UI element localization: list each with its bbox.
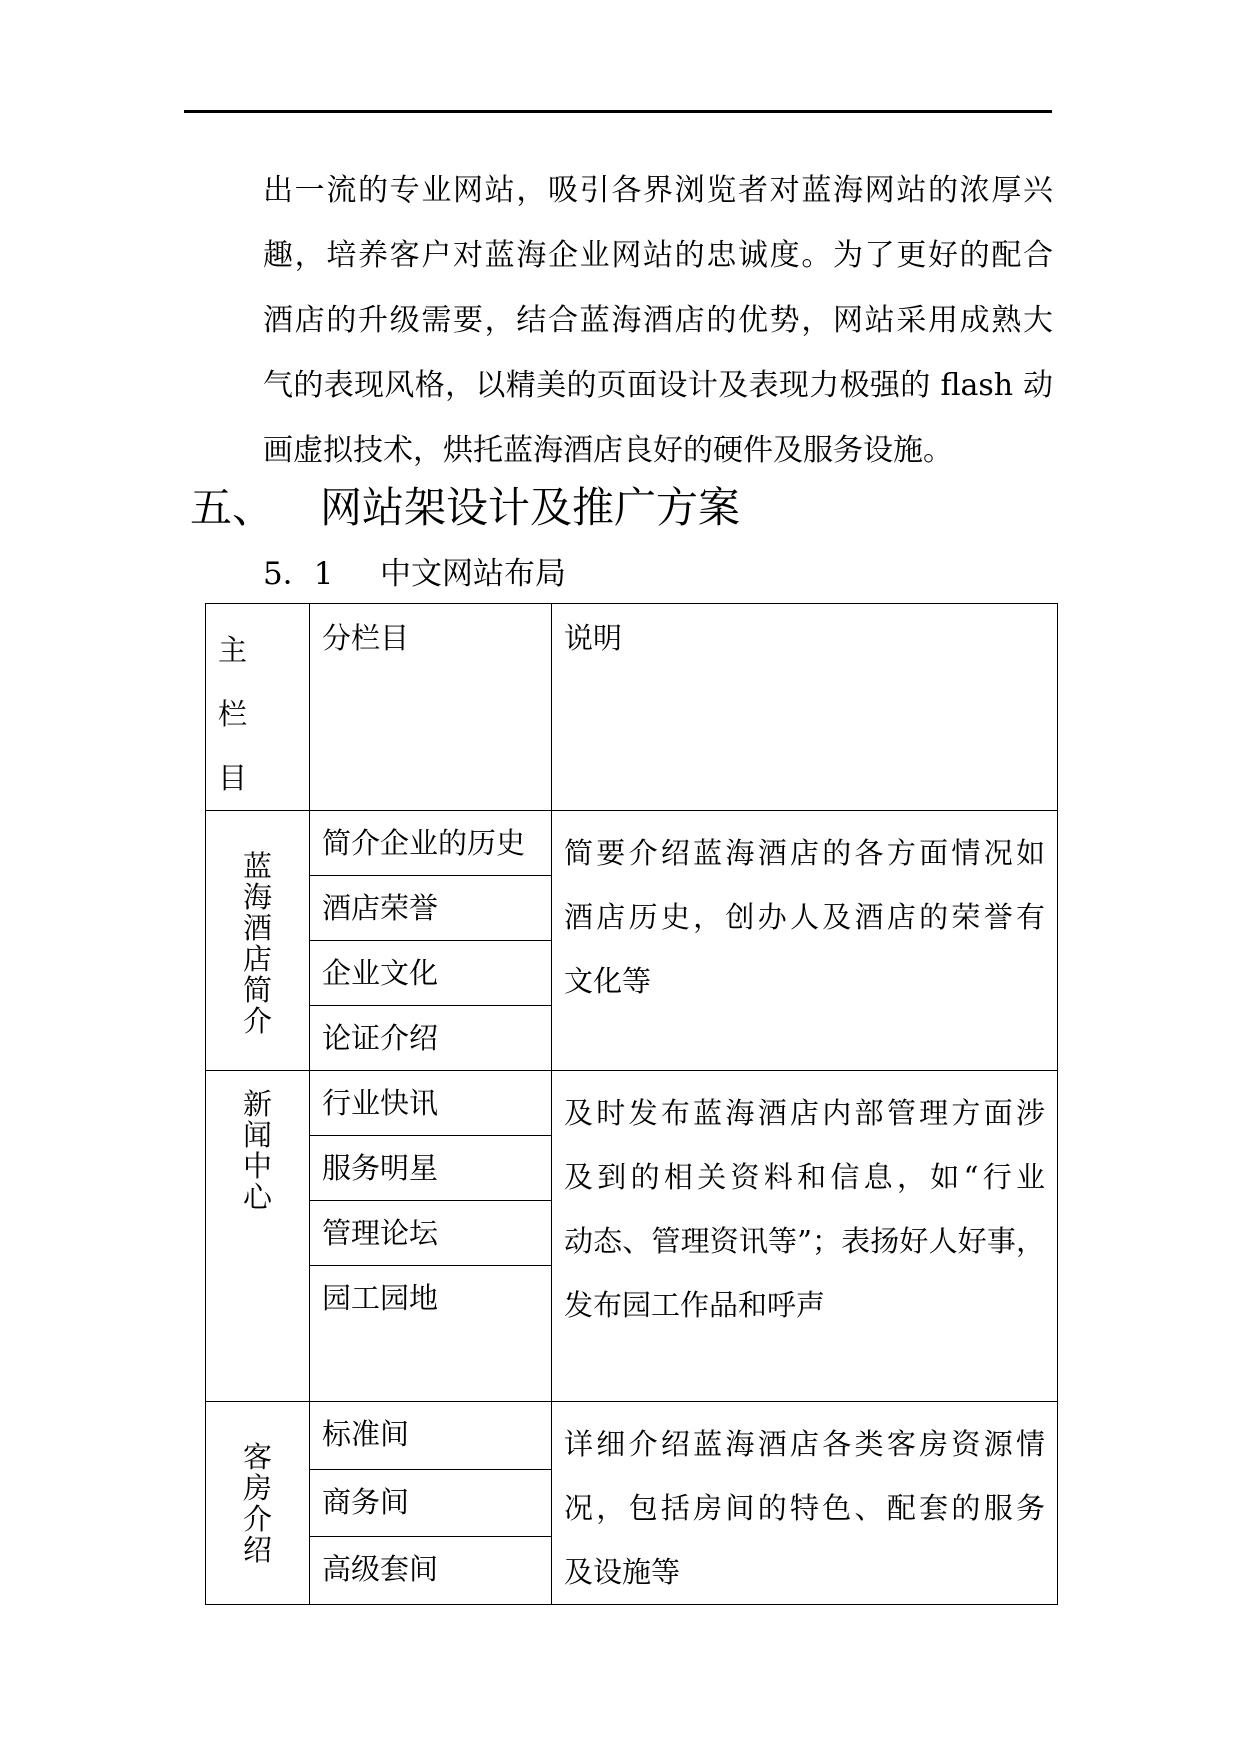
description-line: 动态、管理资讯等”；表扬好人好事， <box>564 1224 1045 1258</box>
header-sub-column: 分栏目 <box>310 604 552 811</box>
subsection-heading <box>263 552 566 596</box>
main-column-cell <box>206 1071 310 1402</box>
description-line: 及时发布蓝海酒店内部管理方面涉 <box>564 1096 1045 1130</box>
sub-column-cell: 标准间 <box>310 1402 552 1470</box>
paragraph-line: 画虚拟技术，烘托蓝海酒店良好的硬件及服务设施。 <box>263 433 953 468</box>
table-row <box>206 811 1058 876</box>
main-column-label: 客房介绍 <box>242 1440 272 1567</box>
paragraph-line: 酒店的升级需要，结合蓝海酒店的优势，网站采用成熟大 <box>263 303 1053 338</box>
sub-column-cell: 园工园地 <box>310 1266 552 1402</box>
section-heading <box>190 478 740 538</box>
sub-column-cell: 高级套间 <box>310 1537 552 1605</box>
header-main-column <box>206 604 310 811</box>
paragraph-line: 出一流的专业网站，吸引各界浏览者对蓝海网站的浓厚兴 <box>263 173 1053 208</box>
description-cell <box>552 811 1058 1071</box>
paragraph-line: 趣，培养客户对蓝海企业网站的忠诚度。为了更好的配合 <box>263 238 1053 273</box>
header-main-label-b: 目 <box>218 761 248 795</box>
description-line: 文化等 <box>564 964 652 998</box>
section-number: 五、 <box>190 483 275 532</box>
description-line: 及设施等 <box>564 1555 681 1589</box>
sub-column-cell: 企业文化 <box>310 941 552 1006</box>
sub-column-cell: 管理论坛 <box>310 1201 552 1266</box>
sub-column-cell: 论证介绍 <box>310 1006 552 1071</box>
section-title: 网站架设计及推广方案 <box>320 483 741 532</box>
description-line: 发布园工作品和呼声 <box>564 1288 826 1322</box>
sub-column-cell: 商务间 <box>310 1469 552 1537</box>
main-column-label: 新闻中心 <box>242 1087 272 1214</box>
sub-column-cell: 行业快讯 <box>310 1071 552 1136</box>
sub-column-cell: 简介企业的历史 <box>310 811 552 876</box>
description-line: 简要介绍蓝海酒店的各方面情况如 <box>564 836 1045 870</box>
table-row <box>206 1071 1058 1136</box>
site-layout-table <box>205 603 1058 1605</box>
table-row <box>206 1402 1058 1470</box>
sub-column-cell: 服务明星 <box>310 1136 552 1201</box>
main-column-label: 蓝海酒店简介 <box>242 849 272 1038</box>
page-header-rule <box>184 110 1052 113</box>
sub-column-cell: 酒店荣誉 <box>310 876 552 941</box>
table-header-row <box>206 604 1058 811</box>
header-main-label-a: 主 栏 <box>218 633 277 731</box>
header-desc-column: 说明 <box>552 604 1058 811</box>
body-paragraph <box>263 158 1053 483</box>
paragraph-line: 气的表现风格，以精美的页面设计及表现力极强的 flash 动 <box>263 368 1053 403</box>
description-line: 详细介绍蓝海酒店各类客房资源情 <box>564 1427 1045 1461</box>
description-cell <box>552 1402 1058 1605</box>
description-line: 酒店历史，创办人及酒店的荣誉有 <box>564 900 1045 934</box>
description-line: 况，包括房间的特色、配套的服务 <box>564 1491 1045 1525</box>
description-cell <box>552 1071 1058 1402</box>
main-column-cell <box>206 1402 310 1605</box>
description-line: 及到的相关资料和信息，如“行业 <box>564 1160 1045 1194</box>
main-column-cell <box>206 811 310 1071</box>
subsection-number: 5．1 <box>263 556 334 592</box>
subsection-title: 中文网站布局 <box>380 556 566 592</box>
